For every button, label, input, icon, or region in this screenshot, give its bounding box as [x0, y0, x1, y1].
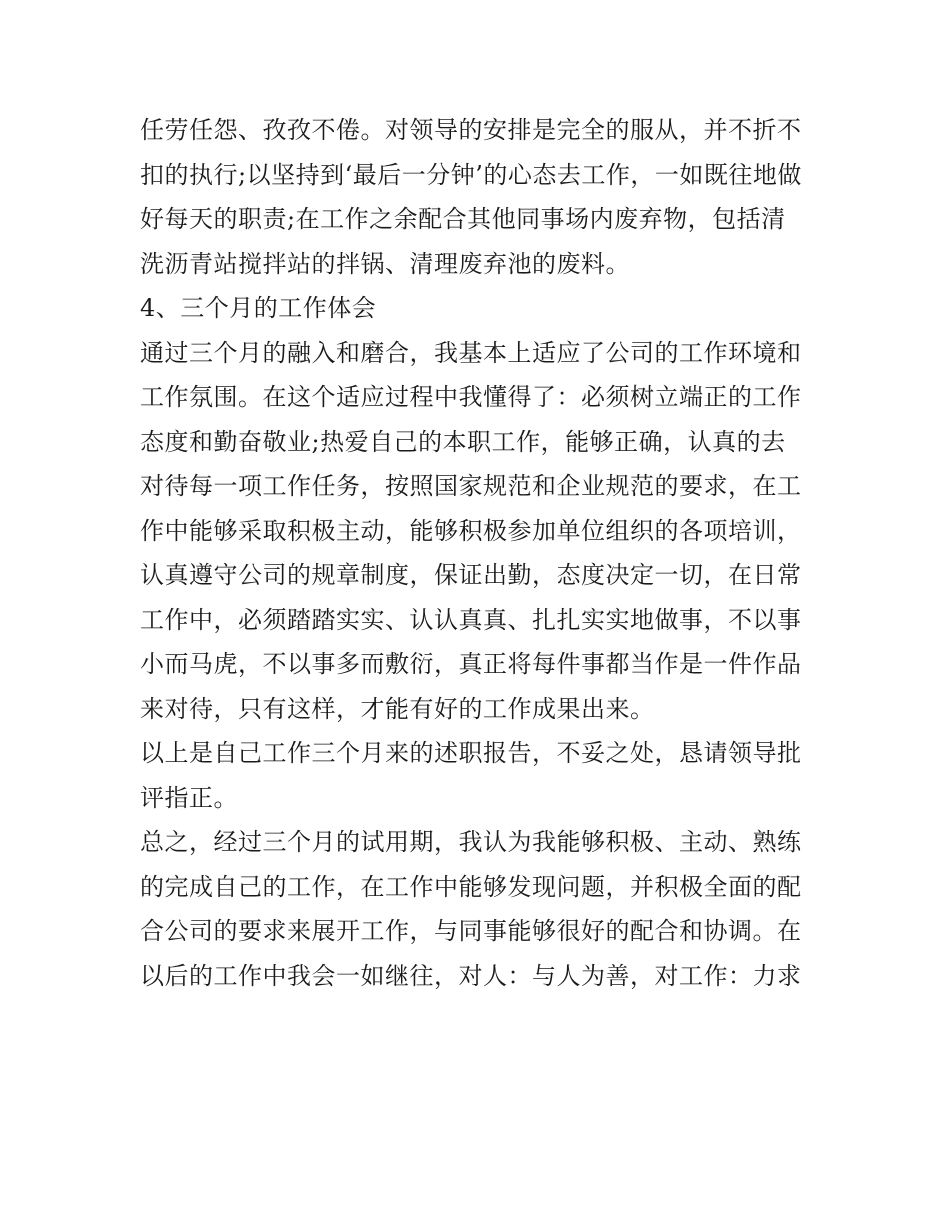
text-line: 工作中，必须踏踏实实、认认真真、扎扎实实地做事，不以事 — [140, 605, 802, 634]
text-line: 好每天的职责;在工作之余配合其他同事场内废弃物，包括清 — [140, 205, 786, 233]
section-heading: 4、三个月的工作体会 — [140, 294, 377, 322]
text-line: 认真遵守公司的规章制度，保证出勤，态度决定一切，在日常 — [140, 561, 802, 589]
text-line: 态度和勤奋敬业;热爱自己的本职工作，能够正确，认真的去 — [140, 427, 786, 456]
text-line: 扣的执行;以坚持到‘最后一分钟’的心态去工作，一如既往地做 — [140, 160, 802, 189]
text-line: 工作氛围。在这个适应过程中我懂得了：必须树立端正的工作 — [140, 383, 802, 411]
text-line: 合公司的要求来展开工作，与同事能够很好的配合和协调。在 — [140, 917, 802, 945]
text-line: 小而马虎，不以事多而敷衍，真正将每件事都当作是一件作品 — [140, 650, 802, 678]
text-line: 评指正。 — [140, 783, 238, 812]
text-line: 任劳任怨、孜孜不倦。对领导的安排是完全的服从，并不折不 — [140, 116, 802, 144]
text-line: 以后的工作中我会一如继往，对人：与人为善，对工作：力求 — [140, 961, 802, 990]
text-line: 以上是自己工作三个月来的述职报告，不妥之处，恳请领导批 — [140, 739, 802, 767]
document-body — [140, 108, 820, 998]
text-line: 对待每一项工作任务，按照国家规范和企业规范的要求，在工 — [140, 472, 802, 500]
text-line: 作中能够采取积极主动，能够积极参加单位组织的各项培训， — [140, 516, 802, 545]
text-line: 通过三个月的融入和磨合，我基本上适应了公司的工作环境和 — [140, 338, 802, 367]
text-line: 的完成自己的工作，在工作中能够发现问题，并积极全面的配 — [140, 872, 802, 901]
text-line: 洗沥青站搅拌站的拌锅、清理废弃池的废料。 — [140, 249, 630, 278]
text-line: 总之，经过三个月的试用期，我认为我能够积极、主动、熟练 — [140, 828, 802, 856]
text-line: 来对待，只有这样，才能有好的工作成果出来。 — [140, 694, 655, 723]
